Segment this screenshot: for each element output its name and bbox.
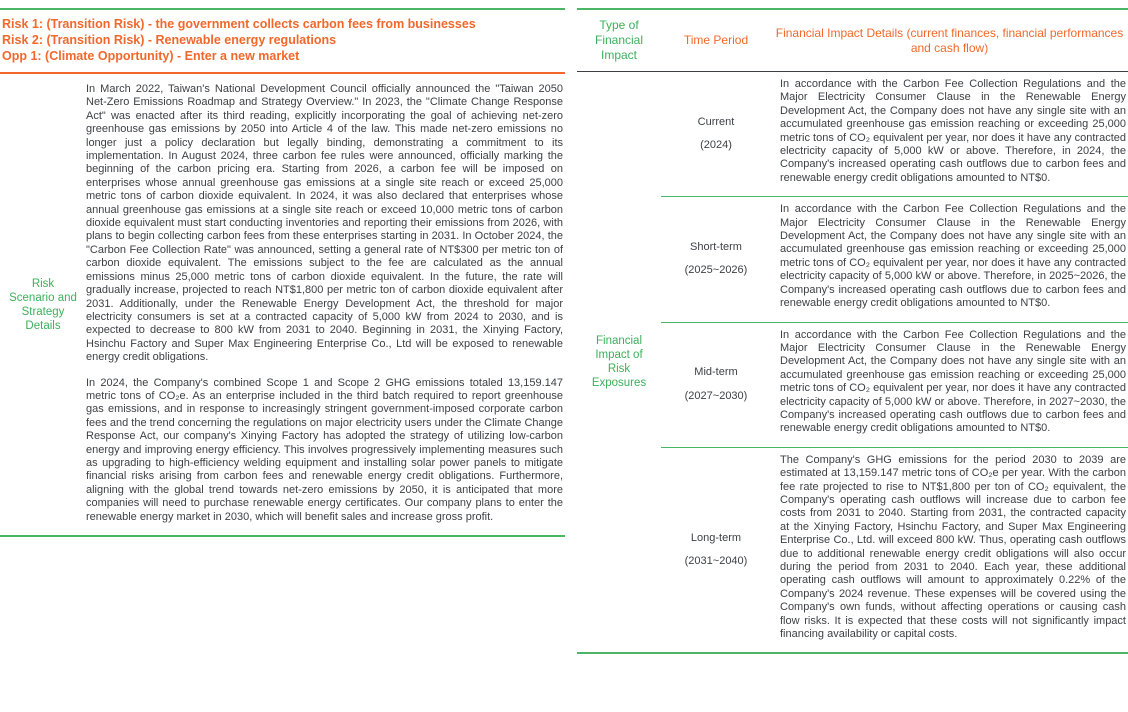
financial-impact-section <box>577 0 1128 712</box>
risk-1-label: Risk 1: (Transition Risk) - the government collects carbon fees from businesses <box>2 17 476 31</box>
table-header-row <box>577 9 1128 72</box>
financial-impact-row-label: Financial Impact of Risk Exposures <box>591 335 647 390</box>
details-cell: In accordance with the Carbon Fee Collection Regulations and the Major Electricity Consumer Clause in the Renewable Energy Development Act, the Company does not have any single site with an accumulated greenhouse gas emission reaching or exceeding 25,000 metric tons of CO₂ equivalent per year, nor does it have any contracted electricity capacity of 5,000 kW or above. Therefore, in 2024, the Company's increased operating cash outflows due to carbon fees and renewable energy credit obligations amounted to NT$0. <box>780 78 1126 184</box>
details-cell: In accordance with the Carbon Fee Collection Regulations and the Major Electricity Consumer Clause in the Renewable Energy Development Act, the Company does not have any single site with an accumulated greenhouse gas emission reaching or exceeding 25,000 metric tons of CO₂ equivalent per year, nor does it have any contracted electricity capacity of 5,000 kW or above. Therefore, in 2025~2026, the Company's increased operating cash outflows due to carbon fees and renewable energy credit obligations amounted to NT$0. <box>771 197 1128 322</box>
period-years: (2031~2040) <box>684 555 748 568</box>
strategy-paragraph-2: In 2024, the Company's combined Scope 1 and Scope 2 GHG emissions totaled 13,159.147 metric tons of CO₂e. As an enterprise included in the third batch required to report greenhouse gas emissions, and in response to increasingly stringent government-imposed corporate carbon fees and the trend concerning the regulations on major electricity users under the Climate Change Response Act, our company's Xinying Factory has adopted the strategy of utilizing low-carbon energy and improving energy efficiency. This involves progressively implementing measures such as upgrading to high-efficiency welding equipment and installing solar power panels to mitigate financial risks arising from carbon fees and renewable energy credit obligations. Furthermore, aligning with the global trend towards net-zero emissions by 2050, it is anticipated that more companies will need to purchase renewable energy certificates. Our company plans to enter the renewable energy market in 2030, which will benefit sales and increase gross profit. <box>86 376 563 523</box>
col-header-type: Type of Financial Impact <box>577 9 661 72</box>
period-years: (2027~2030) <box>684 389 748 402</box>
risk-scenario-details <box>86 74 565 535</box>
time-period-cell <box>661 72 771 197</box>
period-name: Mid-term <box>694 366 738 379</box>
col-header-time-period: Time Period <box>661 9 771 72</box>
period-name: Long-term <box>690 531 742 544</box>
risk-scenario-row-label: Risk Scenario and Strategy Details <box>9 277 77 332</box>
period-years: (2024) <box>700 139 732 152</box>
risk-scenario-panel <box>0 8 565 537</box>
risk-scenario-table <box>0 74 565 537</box>
period-name: Short-term <box>690 240 742 253</box>
col-header-details: Financial Impact Details (current finances, financial performances and cash flow) <box>771 9 1128 72</box>
details-cell: In accordance with the Carbon Fee Collection Regulations and the Major Electricity Consumer Clause in the Renewable Energy Development Act, the Company does not have any single site with an accumulated greenhouse gas emission reaching or exceeding 25,000 metric tons of CO₂ equivalent per year, nor does it have any contracted electricity capacity of 5,000 kW or above. Therefore, in 2027~2030, the Company's increased operating cash outflows due to carbon fees and renewable energy credit obligations amounted to NT$0. <box>771 322 1128 447</box>
time-period-cell <box>661 447 771 653</box>
strategy-paragraph-1: In March 2022, Taiwan's National Development Council officially announced the "Taiwan 2050 Net-Zero Emissions Roadmap and Strategy Overview." In 2023, the "Climate Change Response Act" was enacted after its third reading, explicitly incorporating the goal of achieving net-zero greenhouse gas emissions by 2050 into Article 4 of the law. This made net-zero emissions no longer just a policy declaration but legally binding, demonstrating a commitment to its implementation. In August 2024, three carbon fee rules were announced, officially marking the beginning of the carbon pricing era. Starting from 2026, a carbon fee will be imposed on enterprises whose annual greenhouse gas emissions at a single site reach or exceed 25,000 metric tons of carbon dioxide equivalent. In 2024, it was also declared that enterprises whose annual greenhouse gas emissions at a single site reach or exceed 10,000 metric tons of carbon dioxide equivalent must start conducting inventories and reporting their emissions from 2026, with plans to begin collecting carbon fees from these enterprises starting in 2031. In October 2024, the "Carbon Fee Collection Rate" was announced, setting a general rate of NT$300 per metric ton of carbon dioxide equivalent. The emissions subject to the fee are calculated as the annual emissions minus 25,000 metric tons of carbon dioxide equivalent. In the future, the rate will gradually increase, projected to reach NT$1,800 per metric ton of carbon dioxide equivalent after 2031. Additionally, under the Renewable Energy Development Act, the threshold for major electricity consumers is set at a contracted capacity of 5,000 kW from 2024 to 2030, and is expected to decrease to 800 kW from 2031 to 2040. Beginning in 2031, the Xinying Factory, Hsinchu Factory and Super Max Engineering Enterprise Co., Ltd will be exposed to renewable energy credit obligations. <box>86 83 563 364</box>
period-name: Current <box>697 115 735 128</box>
financial-impact-table <box>577 8 1128 654</box>
period-years: (2025~2026) <box>684 264 748 277</box>
risk-opportunity-header <box>0 10 565 74</box>
opp-1-label: Opp 1: (Climate Opportunity) - Enter a new market <box>2 49 300 63</box>
time-period-cell <box>661 197 771 322</box>
details-cell: The Company's GHG emissions for the period 2030 to 2039 are estimated at 13,159.147 metric tons of CO₂e per year. With the carbon fee rate projected to rise to NT$1,800 per ton of CO₂ equivalent, the Company's operating cash outflows will increase due to carbon fee costs from 2031 to 2040. Starting from 2031, the contracted capacity at the Xinying Factory, Hsinchu Factory, and Super Max Engineering Enterprise Co., Ltd. will exceed 800 kW. Thus, operating cash outflows due to additional renewable energy credit obligations will also occur during the period from 2031 to 2040. Each year, these additional operating cash outflows will amount to approximately 0.22% of the Company's 2024 revenue. These expenses will be covered using the Company's own funds, without affecting operations or causing cash flow risks. It is expected that these costs will not significantly impact financing availability or capital costs. <box>771 447 1128 653</box>
table-row-current <box>577 72 1128 197</box>
time-period-cell <box>661 322 771 447</box>
risk-2-label: Risk 2: (Transition Risk) - Renewable energy regulations <box>2 33 337 47</box>
